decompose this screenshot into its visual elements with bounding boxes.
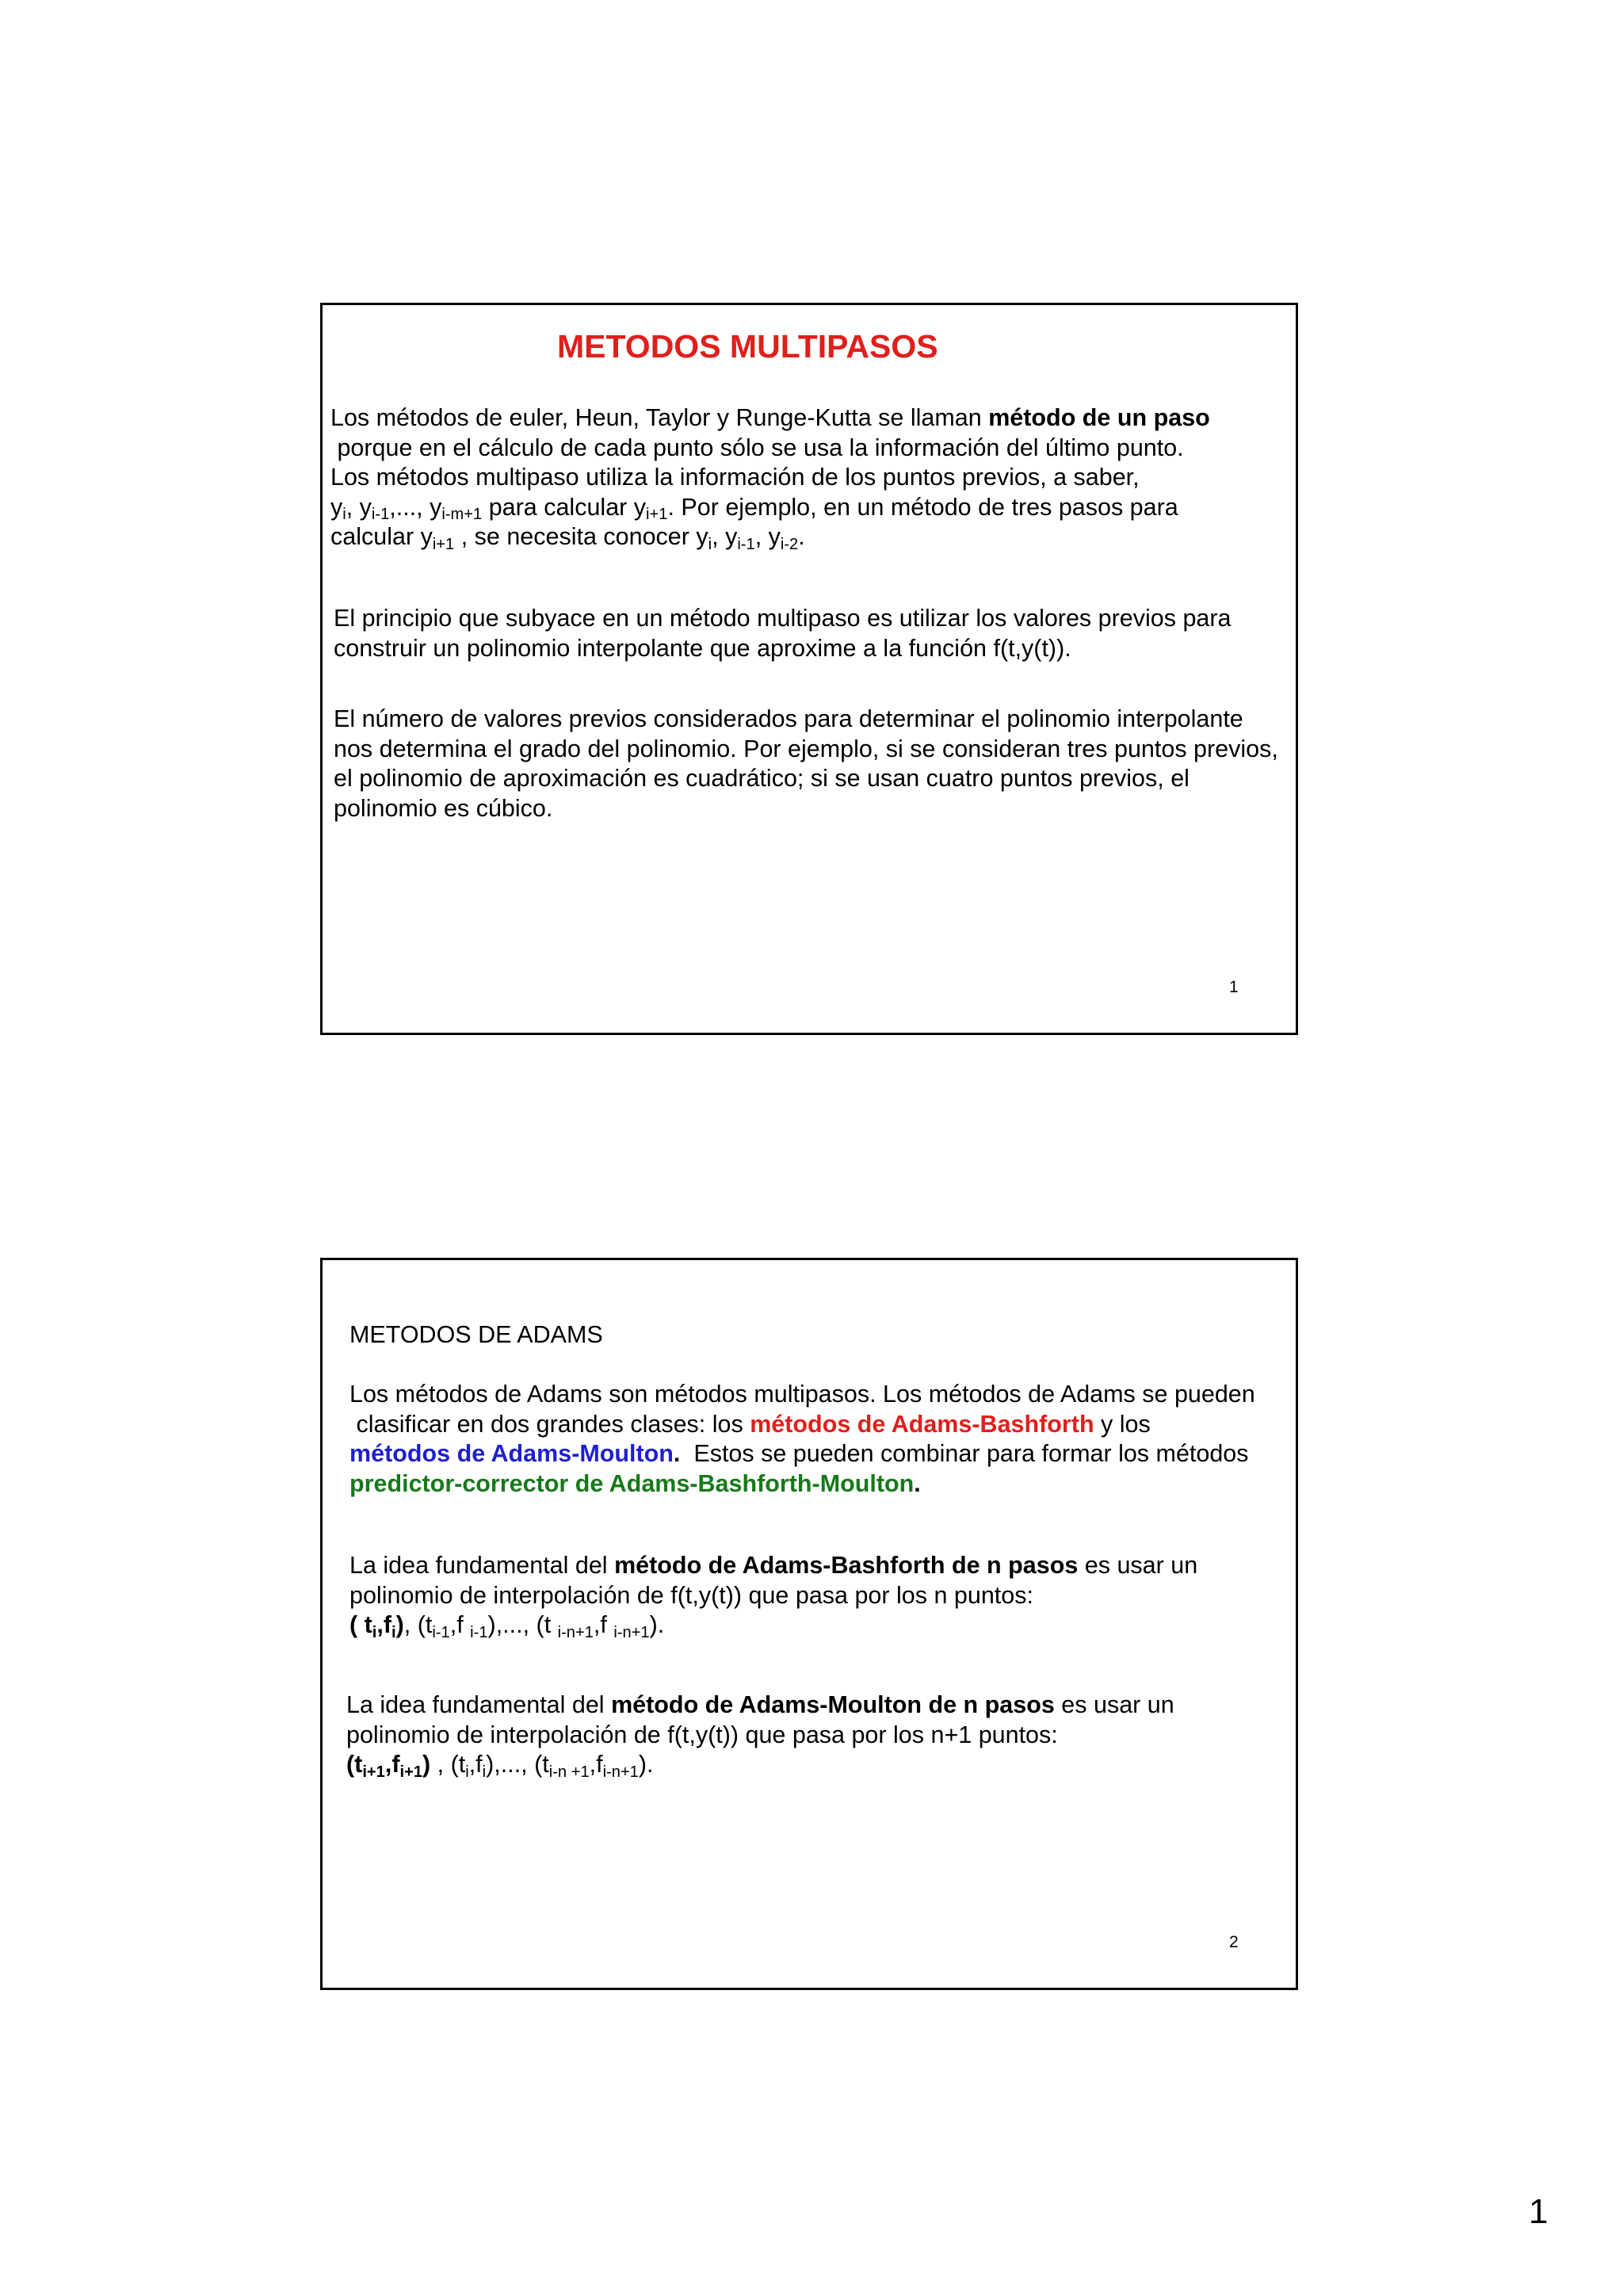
subscript: i+1 [362, 1763, 385, 1781]
subscript: i [482, 1763, 487, 1781]
text-run: , (t [403, 1611, 433, 1638]
highlighted-term: métodos de Adams-Moulton [349, 1440, 674, 1467]
subscript: i [372, 1623, 377, 1641]
text-run: ),..., (t [486, 1751, 549, 1778]
moulton-paragraph [346, 1690, 1174, 1780]
text-run: y los [1094, 1410, 1151, 1438]
bold-text: (t [346, 1751, 363, 1778]
subscript: i-n+1 [613, 1623, 650, 1641]
slide-heading: METODOS DE ADAMS [349, 1321, 603, 1348]
text-run: . Por ejemplo, en un método de tres pasos para [667, 493, 1178, 521]
page-number: 1 [1529, 2192, 1549, 2231]
subscript: i-n+1 [602, 1763, 639, 1781]
text-run: y [330, 493, 343, 521]
text-line [349, 1610, 1197, 1641]
intro-paragraph [330, 403, 1210, 552]
text-run: ),..., (t [487, 1611, 558, 1638]
text-line [349, 1380, 1255, 1410]
bold-text: . [673, 1440, 681, 1467]
text-line [349, 1581, 1197, 1611]
bold-text: método de Adams-Moulton de n pasos [611, 1691, 1055, 1718]
bold-text: ,f [376, 1611, 392, 1638]
bold-text: ) [395, 1611, 404, 1638]
text-run: , (t [430, 1751, 466, 1778]
text-run: ,f [449, 1611, 471, 1638]
bold-text: ( t [349, 1611, 372, 1638]
text-line [346, 1750, 1174, 1780]
subscript: i [465, 1763, 469, 1781]
text-line [330, 463, 1210, 493]
text-line [334, 764, 1278, 794]
subscript: i-1 [371, 506, 390, 524]
text-run: construir un polinomio interpolante que aproxime a la función f(t,y(t)). [334, 634, 1071, 662]
text-run: ,f [589, 1751, 603, 1778]
text-run: porque en el cálculo de cada punto sólo se usa la información del último punto. [330, 434, 1184, 461]
slide-number: 2 [1229, 1933, 1239, 1951]
text-run: , y [712, 523, 738, 550]
bold-text: . [914, 1469, 921, 1497]
text-run: Los métodos multipaso utiliza la información de los puntos previos, a saber, [330, 464, 1140, 491]
text-line [334, 604, 1232, 634]
text-run: , y [346, 493, 372, 521]
bold-text: método de un paso [988, 404, 1210, 431]
text-run: . [798, 523, 805, 550]
bashforth-paragraph [349, 1551, 1197, 1641]
text-line [330, 522, 1210, 552]
text-line [346, 1721, 1174, 1751]
text-line [349, 1410, 1255, 1440]
text-run: polinomio de interpolación de f(t,y(t)) que pasa por los n puntos: [349, 1581, 1033, 1609]
text-run: el polinomio de aproximación es cuadrático; si se usan cuatro puntos previos, el [334, 765, 1190, 792]
slide-title: METODOS MULTIPASOS [557, 328, 938, 365]
slide-1 [320, 303, 1298, 1035]
text-run: ). [649, 1611, 665, 1638]
subscript: i+1 [399, 1763, 422, 1781]
text-run: El número de valores previos considerados para determinar el polinomio interpolante [334, 705, 1243, 732]
subscript: i+1 [432, 535, 455, 553]
text-run: nos determina el grado del polinomio. Por ejemplo, si se consideran tres puntos previos, [334, 735, 1278, 762]
text-run: calcular y [330, 523, 433, 550]
subscript: i-1 [470, 1623, 488, 1641]
text-run: El principio que subyace en un método multipaso es utilizar los valores previos para [334, 605, 1232, 632]
adams-intro-paragraph [349, 1380, 1255, 1499]
text-run: La idea fundamental del [349, 1552, 615, 1579]
text-line [349, 1469, 1255, 1499]
subscript: i [342, 506, 346, 524]
text-run: es usar un [1054, 1691, 1174, 1718]
text-run: , y [754, 523, 781, 550]
text-line [346, 1690, 1174, 1721]
subscript: i-2 [780, 535, 799, 553]
text-run: polinomio es cúbico. [334, 794, 553, 822]
text-line [330, 403, 1210, 434]
bold-text: ) [422, 1751, 431, 1778]
text-line [334, 705, 1278, 735]
text-line [349, 1551, 1197, 1581]
text-run: Los métodos de euler, Heun, Taylor y Runge-Kutta se llaman [330, 404, 989, 431]
text-run: para calcular y [482, 493, 647, 521]
slide-number: 1 [1229, 978, 1239, 996]
bold-text: ,f [384, 1751, 400, 1778]
principle-paragraph [334, 604, 1232, 663]
text-run: La idea fundamental del [346, 1691, 612, 1718]
degree-paragraph [334, 705, 1278, 823]
slide-2 [320, 1258, 1298, 1990]
text-line [334, 794, 1278, 824]
subscript: i-m+1 [441, 506, 483, 524]
subscript: i-n+1 [557, 1623, 594, 1641]
subscript: i-1 [432, 1623, 450, 1641]
highlighted-term: predictor-corrector de Adams-Bashforth-Moulton [349, 1469, 915, 1497]
subscript: i [391, 1623, 396, 1641]
text-run: es usar un [1078, 1552, 1198, 1579]
bold-text: método de Adams-Bashforth de n pasos [614, 1552, 1079, 1579]
text-run: ,..., y [389, 493, 442, 521]
subscript: i-n +1 [548, 1763, 590, 1781]
highlighted-term: métodos de Adams-Bashforth [750, 1410, 1094, 1438]
text-run: polinomio de interpolación de f(t,y(t)) que pasa por los n+1 puntos: [346, 1721, 1058, 1748]
text-line [334, 735, 1278, 765]
text-run: Los métodos de Adams son métodos multipasos. Los métodos de Adams se pueden [349, 1381, 1255, 1408]
text-run: Estos se pueden combinar para formar los métodos [680, 1440, 1249, 1467]
subscript: i-1 [737, 535, 755, 553]
text-line [334, 634, 1232, 664]
text-run: ). [638, 1751, 654, 1778]
subscript: i [708, 535, 712, 553]
text-line [330, 493, 1210, 523]
text-run: clasificar en dos grandes clases: los [349, 1410, 750, 1438]
text-run: ,f [593, 1611, 614, 1638]
subscript: i+1 [646, 506, 668, 524]
text-line [349, 1439, 1255, 1469]
text-line [330, 434, 1210, 464]
text-run: , se necesita conocer y [454, 523, 708, 550]
text-run: ,f [468, 1751, 483, 1778]
